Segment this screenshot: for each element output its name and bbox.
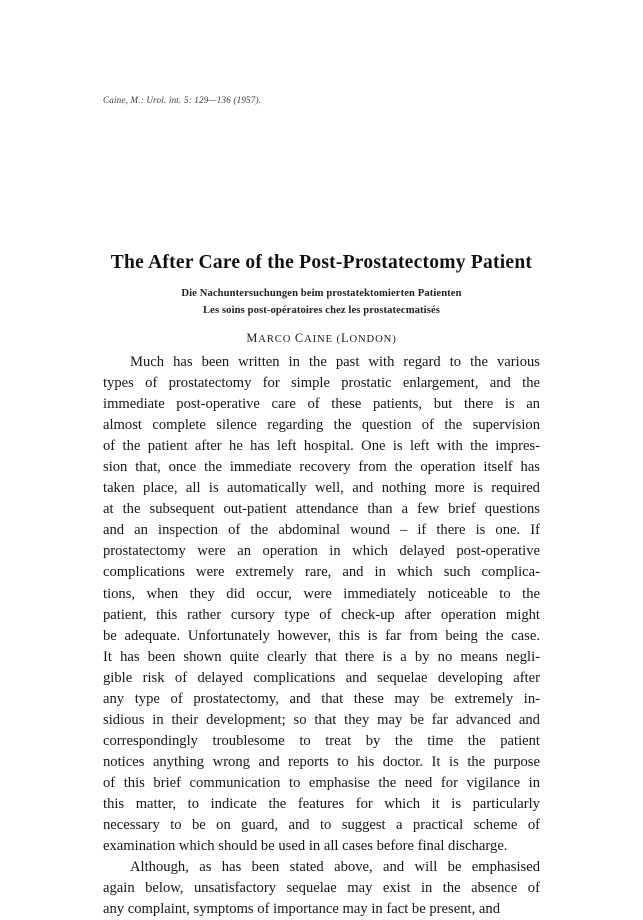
body-line: and an inspection of the abdominal wound – if there is one. If [103, 522, 540, 539]
body-line: gible risk of delayed complications and sequelae developing after [103, 669, 540, 686]
body-line: any type of prostatectomy, and that these may be extremely in- [103, 690, 540, 707]
body-paragraph [103, 857, 540, 920]
body-line: Much has been written in the past with regard to the various [130, 354, 540, 370]
body-line: at the subsequent out-patient attendance than a few brief questions [103, 501, 540, 518]
body-line: notices anything wrong and reports to his doctor. It is the purpose [103, 753, 540, 770]
body-line: immediate post-operative care of these patients, but there is an [103, 396, 540, 413]
body-line: correspondingly troublesome to treat by the time the patient [103, 732, 540, 749]
body-paragraph [103, 352, 540, 857]
page-title: The After Care of the Post-Prostatectomy Patient [110, 252, 533, 273]
body-line: complications were extremely rare, and in which such complica- [103, 564, 540, 581]
body-line: tions, when they did occur, were immediately noticeable to the [103, 585, 540, 602]
body-line: of the patient after he has left hospital. One is left with the impres- [103, 438, 540, 455]
title-block [0, 252, 643, 346]
body-line: again below, unsatisfactory sequelae may exist in the absence of [103, 880, 540, 897]
body-line: this matter, to indicate the features for which it is particularly [103, 795, 540, 812]
body-line: almost complete silence regarding the question of the supervision [103, 417, 540, 434]
body-line: It has been shown quite clearly that there is a by no means negli- [103, 648, 540, 665]
citation-running-head [103, 95, 543, 105]
body-text-column [103, 352, 540, 920]
subtitle-french: Les soins post-opératoires chez les prostatecmatisés [203, 304, 440, 316]
citation-text: Caine, M.: Urol. int. 5: 129—136 (1957). [103, 95, 262, 105]
body-line: any complaint, symptoms of importance may in fact be present, and [103, 901, 501, 918]
body-line: taken place, all is automatically well, and nothing more is required [103, 480, 540, 497]
body-line: examination which should be used in all cases before final discharge. [103, 838, 508, 855]
body-line: of this brief communication to emphasise the need for vigilance in [103, 774, 540, 791]
author-byline: MARCO CAINE (LONDON) [246, 331, 397, 346]
body-line: sion that, once the immediate recovery from the operation itself has [103, 459, 540, 476]
body-line: patient, this rather cursory type of check-up after operation might [103, 606, 540, 623]
body-line: be adequate. Unfortunately however, this is far from being the case. [103, 627, 540, 644]
body-line: necessary to be on guard, and to suggest a practical scheme of [103, 817, 540, 834]
body-line: sidious in their development; so that they may be far advanced and [103, 711, 540, 728]
subtitle-german: Die Nachuntersuchungen beim prostatektomierten Patienten [181, 288, 462, 300]
body-line: types of prostatectomy for simple prostatic enlargement, and the [103, 375, 540, 392]
body-line: Although, as has been stated above, and will be emphasised [130, 859, 540, 876]
body-line: prostatectomy were an operation in which delayed post-operative [103, 543, 540, 560]
